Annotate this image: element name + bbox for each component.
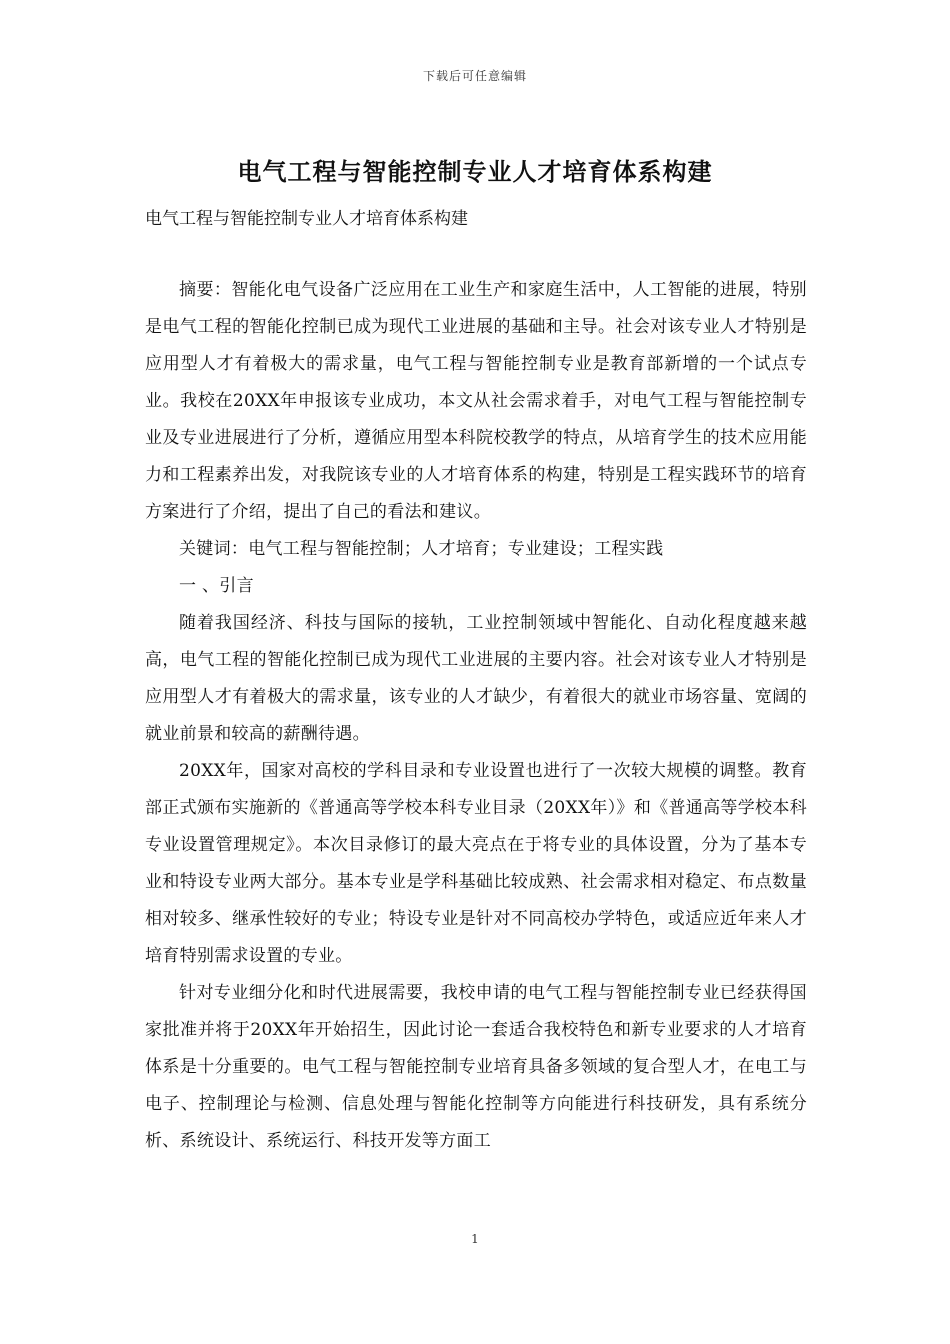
body-paragraph: 针对专业细分化和时代进展需要，我校申请的电气工程与智能控制专业已经获得国家批准并将于20XX年开始招生，因此讨论一套适合我校特色和新专业要求的人才培育体系是十分重要的。电气工程与智能控制专业培育具备多领域的复合型人才，在电工与电子、控制理论与检测、信息处理与智能化控制等方向能进行科技研发，具有系统分析、系统设计、系统运行、科技开发等方面工 (145, 983, 807, 1151)
page-number: 1 (471, 1232, 479, 1246)
keywords-paragraph: 关键词：电气工程与智能控制；人才培育；专业建设；工程实践 (179, 539, 664, 559)
document-subtitle: 电气工程与智能控制专业人才培育体系构建 (145, 209, 468, 229)
section-heading-introduction: 一 、引言 (179, 576, 254, 596)
body-paragraph: 随着我国经济、科技与国际的接轨，工业控制领域中智能化、自动化程度越来越高，电气工程的智能化控制已成为现代工业进展的主要内容。社会对该专业人才特别是应用型人才有着极大的需求量，该专业的人才缺少，有着很大的就业市场容量、宽阔的就业前景和较高的薪酬待遇。 (145, 613, 807, 744)
document-title: 电气工程与智能控制专业人才培育体系构建 (237, 157, 713, 186)
body-paragraph: 20XX年，国家对高校的学科目录和专业设置也进行了一次较大规模的调整。教育部正式颁布实施新的《普通高等学校本科专业目录（20XX年）》和《普通高等学校本科专业设置管理规定》。本次目录修订的最大亮点在于将专业的具体设置，分为了基本专业和特设专业两大部分。基本专业是学科基础比较成熟、社会需求相对稳定、布点数量相对较多、继承性较好的专业；特设专业是针对不同高校办学特色，或适应近年来人才培育特别需求设置的专业。 (145, 761, 807, 966)
document-body (145, 272, 807, 1160)
page-header-note: 下载后可任意编辑 (422, 69, 527, 83)
abstract-paragraph: 摘要：智能化电气设备广泛应用在工业生产和家庭生活中，人工智能的进展，特别是电气工程的智能化控制已成为现代工业进展的基础和主导。社会对该专业人才特别是应用型人才有着极大的需求量，电气工程与智能控制专业是教育部新增的一个试点专业。我校在20XX年申报该专业成功，本文从社会需求着手，对电气工程与智能控制专业及专业进展进行了分析，遵循应用型本科院校教学的特点，从培育学生的技术应用能力和工程素养出发，对我院该专业的人才培育体系的构建，特别是工程实践环节的培育方案进行了介绍，提出了自己的看法和建议。 (145, 280, 807, 522)
